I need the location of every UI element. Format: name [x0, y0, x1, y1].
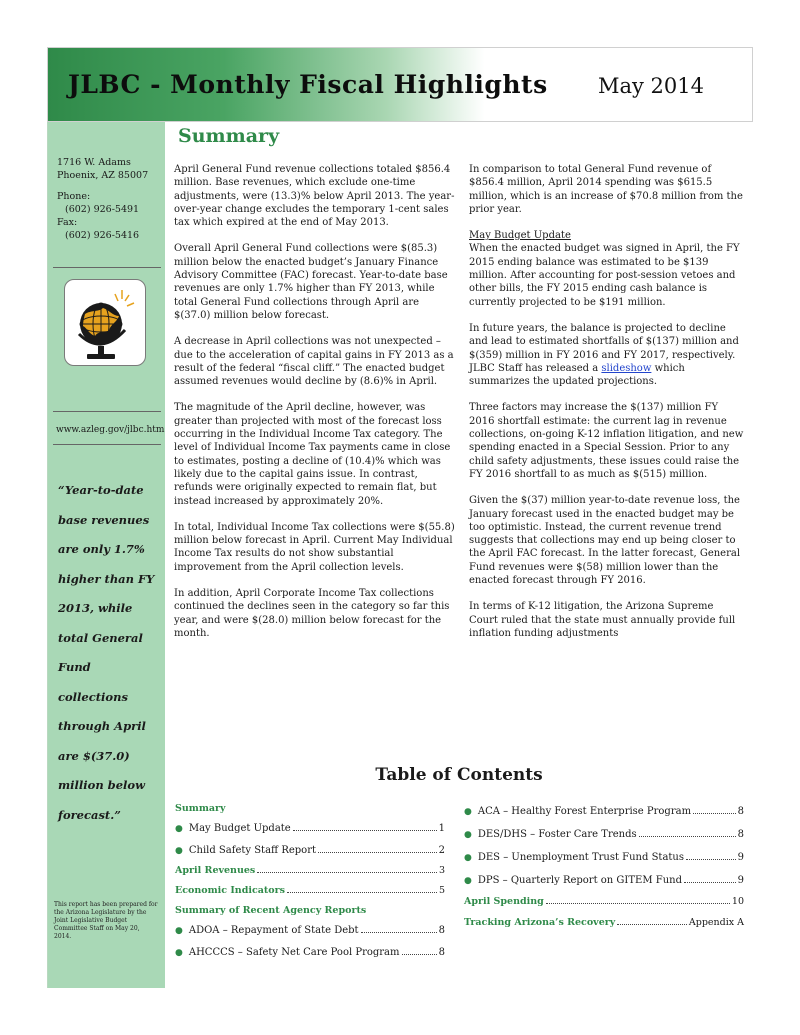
summary-column-left — [174, 163, 456, 653]
toc-section-april-revenues[interactable]: April Revenues 3 — [175, 865, 445, 876]
bullet-icon: ● — [464, 876, 472, 886]
divider — [53, 267, 161, 268]
fax-label: Fax: — [57, 217, 78, 228]
phone-label: Phone: — [57, 191, 91, 202]
summary-paragraph: The magnitude of the April decline, however, was greater than projected with most of the forecast loss occurring in the Individual Income Tax category. The level of Individual Income Tax payments came in close to estimates, posting a decline of (10.4)% which was likely due to the capital gains issue. In contrast, refunds were originally expected to remain flat, but instead increased by approximately 20%. — [174, 402, 451, 507]
newsletter-page — [47, 47, 753, 988]
globe-icon — [65, 280, 147, 367]
paragraph-text: which summarizes the updated projections. — [469, 362, 685, 388]
jlbc-logo — [64, 279, 146, 366]
toc-item-may-budget-update[interactable]: ● May Budget Update 1 — [175, 823, 445, 834]
pull-quote: “Year-to-date base revenues are only 1.7% higher than FY 2013, while total General Fund collections through April are $(37.0) million below forecast.” — [58, 483, 155, 822]
summary-paragraph: Overall April General Fund collections were $(85.3) million below the enacted budget’s January Finance Advisory Committee (FAC) forecast. Year-to-date base revenues are only 1.7% higher than FY 2013, while total General Fund collections through April are $(37.0) million below forecast. — [174, 243, 448, 321]
bullet-icon: ● — [175, 948, 183, 958]
contact-info — [57, 156, 161, 242]
toc-section-april-spending[interactable]: April Spending 10 — [464, 896, 744, 907]
summary-paragraph: In addition, April Corporate Income Tax collections continued the declines seen in the category so far this year, and were $(28.0) million below forecast for the month. — [174, 588, 450, 639]
toc-item-des-unemployment[interactable]: ● DES – Unemployment Trust Fund Status 9 — [464, 852, 744, 863]
bullet-icon: ● — [175, 846, 183, 856]
toc-section-agency-reports[interactable]: Summary of Recent Agency Reports — [175, 905, 367, 916]
toc-section-summary[interactable]: Summary — [175, 803, 226, 814]
toc-item-child-safety[interactable]: ● Child Safety Staff Report 2 — [175, 845, 445, 856]
toc-title: Table of Contents — [375, 765, 543, 785]
page-title: JLBC - Monthly Fiscal Highlights — [68, 70, 548, 99]
paragraph-text: In future years, the balance is projected to decline and lead to estimated shortfalls of $(137) million and $(359) million in FY 2016 and FY 2017, respectively. JLBC Staff has released a — [469, 322, 739, 374]
summary-paragraph: In comparison to total General Fund revenue of $856.4 million, April 2014 spending was $615.5 million, which is an increase of $70.8 million from the prior year. — [469, 164, 743, 215]
fax-number: (602) 926-5416 — [65, 230, 140, 241]
budget-update-heading: May Budget Update — [469, 230, 571, 242]
summary-paragraph: Three factors may increase the $(137) million FY 2016 shortfall estimate: the current lag in revenue collections, on-going K-12 inflation litigation, and new spending enacted in a Special Session. Prior to any child safety adjustments, these issues could raise the FY 2016 shortfall to as much as $(515) million. — [469, 402, 744, 480]
divider — [53, 444, 161, 445]
sidebar — [47, 122, 165, 988]
summary-paragraph: When the enacted budget was signed in April, the FY 2015 ending balance was estimated to be $139 million. After accounting for post-session vetoes and other bills, the FY 2015 ending cash balance is currently projected to be $191 million. — [469, 243, 740, 308]
address-line: Phoenix, AZ 85007 — [57, 170, 149, 181]
summary-paragraph: A decrease in April collections was not unexpected – due to the acceleration of capital gains in FY 2013 as a result of the federal “fiscal cliff.” The enacted budget assumed revenues would decline by (8.6)% in April. — [174, 336, 454, 388]
summary-paragraph: In total, Individual Income Tax collections were $(55.8) million below forecast in April. Current May Individual Income Tax results do not show substantial improvement from the April collection levels. — [174, 521, 455, 573]
summary-paragraph: In terms of K-12 litigation, the Arizona Supreme Court ruled that the state must annually provide full inflation funding adjustments — [469, 601, 736, 639]
website-url: www.azleg.gov/jlbc.htm — [56, 425, 165, 435]
bullet-icon: ● — [175, 824, 183, 834]
divider — [53, 411, 161, 412]
summary-paragraph — [469, 322, 745, 388]
toc-item-dps[interactable]: ● DPS – Quarterly Report on GITEM Fund 9 — [464, 875, 744, 886]
toc-item-aca[interactable]: ● ACA – Healthy Forest Enterprise Program 8 — [464, 806, 744, 817]
toc-item-ahcccs[interactable]: ● AHCCCS – Safety Net Care Pool Program 8 — [175, 947, 445, 958]
summary-paragraph: Given the $(37) million year-to-date revenue loss, the January forecast used in the enacted budget may be too optimistic. Instead, the current revenue trend suggests that collections may end up being closer to the April FAC forecast. In the latter forecast, General Fund revenues were $(58) million lower than the enacted forecast through FY 2016. — [469, 495, 741, 587]
toc-left-column — [175, 803, 445, 958]
address-line: 1716 W. Adams — [57, 157, 131, 168]
summary-heading: Summary — [178, 125, 280, 147]
phone-number: (602) 926-5491 — [65, 204, 140, 215]
bullet-icon: ● — [464, 807, 472, 817]
header-banner — [47, 47, 753, 122]
toc-section-economic-indicators[interactable]: Economic Indicators 5 — [175, 885, 445, 896]
summary-column-right — [469, 163, 745, 653]
toc-item-des-dhs[interactable]: ● DES/DHS – Foster Care Trends 8 — [464, 829, 744, 840]
toc-item-adoa[interactable]: ● ADOA – Repayment of State Debt 8 — [175, 925, 445, 936]
slideshow-link[interactable]: slideshow — [601, 362, 652, 374]
toc-right-column — [464, 806, 744, 928]
bullet-icon: ● — [175, 926, 183, 936]
bullet-icon: ● — [464, 830, 472, 840]
report-footnote: This report has been prepared for the Arizona Legislature by the Joint Legislative Budget Committee Staff on May 20, 2014. — [54, 901, 158, 940]
toc-section-tracking-recovery[interactable]: Tracking Arizona’s Recovery Appendix A — [464, 917, 744, 928]
bullet-icon: ● — [464, 853, 472, 863]
issue-date: May 2014 — [597, 74, 704, 98]
summary-paragraph: April General Fund revenue collections totaled $856.4 million. Base revenues, which exclude one-time adjustments, were (13.3)% below April 2013. The year-over-year change excludes the temporary 1-cent sales tax which expired at the end of May 2013. — [174, 164, 455, 229]
